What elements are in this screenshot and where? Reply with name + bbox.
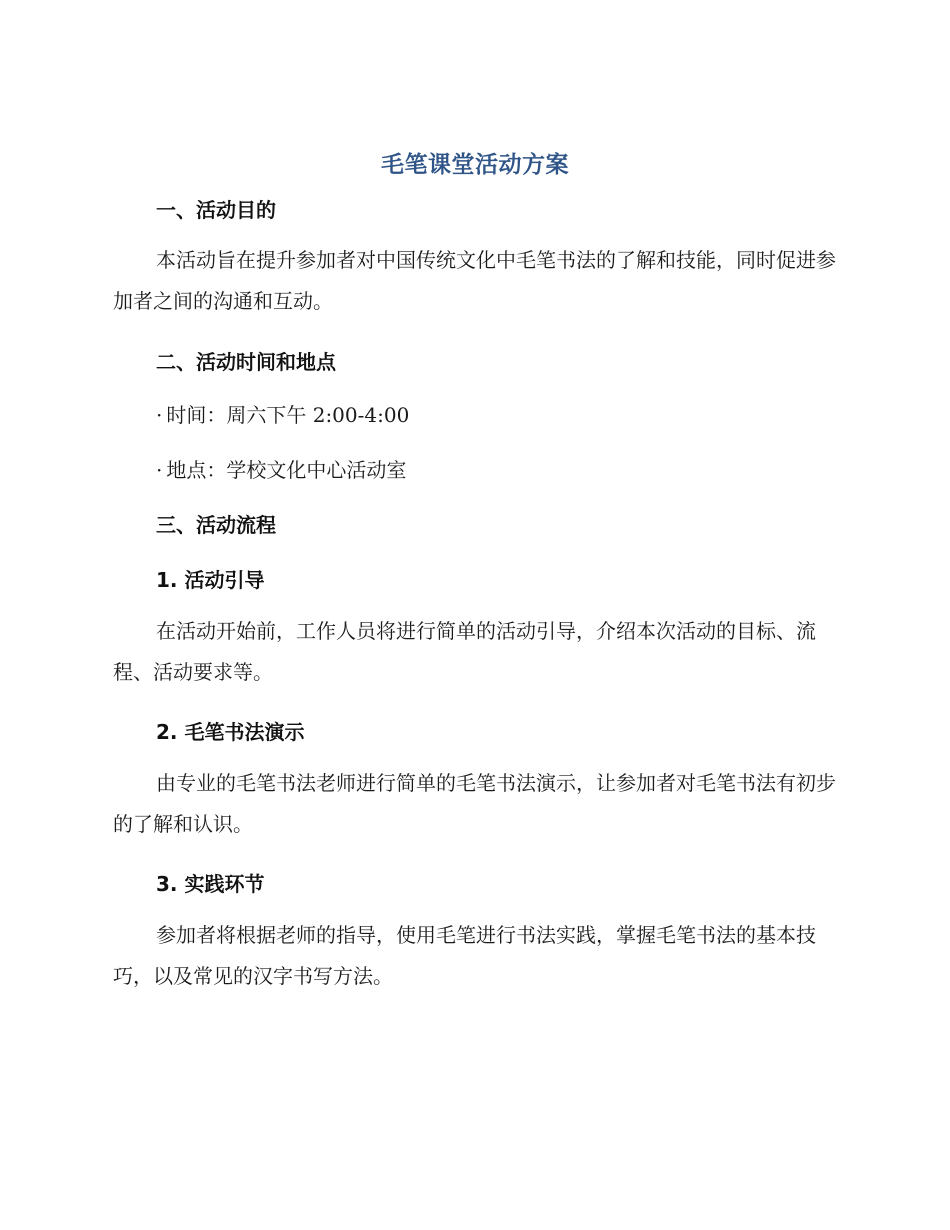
bullet-dot-icon: · (156, 403, 163, 427)
bullet-place (156, 454, 406, 483)
section-heading-time-place: 二、活动时间和地点 (156, 350, 336, 374)
step-heading-guide: 1. 活动引导 (156, 568, 265, 592)
step-heading-practice: 3. 实践环节 (156, 872, 265, 896)
bullet-time-text: 时间：周六下午 2:00-4:00 (166, 403, 410, 427)
bullet-place-text: 地点：学校文化中心活动室 (166, 458, 407, 482)
section-heading-process: 三、活动流程 (156, 513, 276, 537)
bullet-dot-icon: · (156, 458, 163, 482)
bullet-time (156, 399, 409, 428)
document-title: 毛笔课堂活动方案 (381, 152, 569, 178)
paragraph-purpose: 本活动旨在提升参加者对中国传统文化中毛笔书法的了解和技能，同时促进参加者之间的沟通和互动。 (113, 248, 836, 313)
section-heading-purpose: 一、活动目的 (156, 198, 276, 222)
step-heading-demo: 2. 毛笔书法演示 (156, 720, 305, 744)
paragraph-guide: 在活动开始前，工作人员将进行简单的活动引导，介绍本次活动的目标、流程、活动要求等。 (113, 619, 816, 684)
paragraph-demo: 由专业的毛笔书法老师进行简单的毛笔书法演示，让参加者对毛笔书法有初步的了解和认识。 (113, 771, 836, 836)
paragraph-practice: 参加者将根据老师的指导，使用毛笔进行书法实践，掌握毛笔书法的基本技巧，以及常见的汉字书写方法。 (113, 923, 816, 988)
